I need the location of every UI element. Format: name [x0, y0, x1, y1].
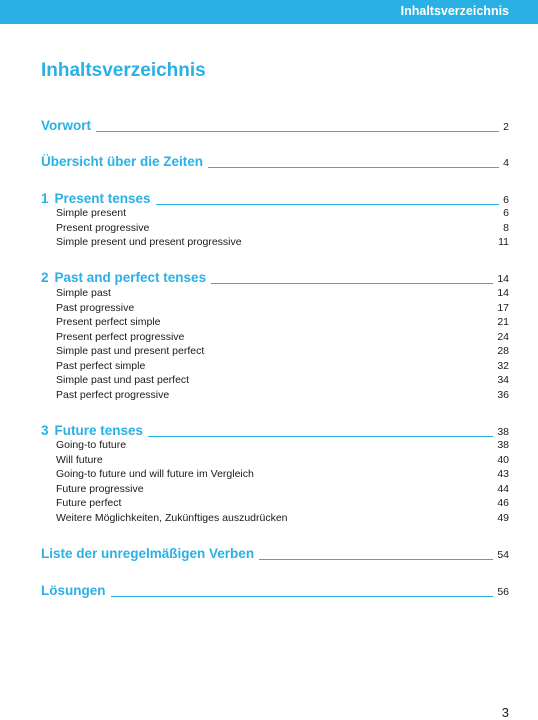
toc-page-number: 38	[497, 439, 509, 451]
toc-section-label: Present tenses	[54, 191, 151, 206]
toc-item[interactable]	[41, 483, 509, 498]
toc-item-label: Will future	[56, 453, 103, 466]
toc-item[interactable]	[41, 389, 509, 404]
toc-page-number: 44	[497, 482, 509, 495]
toc-item[interactable]	[41, 316, 509, 331]
toc-page-number: 11	[498, 236, 509, 248]
toc-page-number: 14	[497, 273, 509, 285]
toc-item-label: Past progressive	[56, 301, 135, 314]
toc-page-number: 34	[497, 374, 509, 386]
section-number: 2	[41, 270, 49, 285]
toc-page-number: 14	[497, 287, 509, 299]
toc-item[interactable]	[41, 207, 509, 222]
toc-section-past-and-perfect-tenses[interactable]	[41, 270, 509, 288]
toc-page-number: 32	[497, 359, 509, 372]
dotted-leader	[208, 166, 499, 168]
toc-page-number: 6	[503, 207, 509, 219]
page-title: Inhaltsverzeichnis	[41, 60, 206, 81]
toc-item[interactable]	[41, 360, 509, 375]
dotted-leader	[211, 282, 493, 284]
toc-item[interactable]	[41, 512, 509, 527]
toc-page-number: 43	[497, 468, 509, 480]
toc-page-number: 38	[497, 426, 509, 438]
toc-item-label: Going-to future und will future im Vergleich	[56, 468, 254, 480]
page-number: 3	[501, 705, 509, 720]
toc-page-number: 6	[503, 194, 509, 206]
toc-item[interactable]	[41, 345, 509, 360]
toc-item[interactable]	[41, 468, 509, 483]
dotted-leader	[148, 435, 493, 437]
toc-item[interactable]	[41, 222, 509, 237]
toc-item-label: Going-to future	[56, 439, 127, 451]
toc-item-label: Future perfect	[56, 497, 122, 509]
toc-item-label: Simple present	[56, 207, 127, 219]
toc-item-label: Future progressive	[56, 482, 144, 495]
toc-entry-vorwort[interactable]	[41, 118, 509, 136]
dotted-leader	[96, 130, 499, 132]
toc-item-label: Past perfect progressive	[56, 388, 170, 401]
toc-page-number: 17	[497, 301, 509, 314]
toc-page-number: 4	[503, 157, 509, 169]
toc-entry-label: Liste der unregelmäßigen Verben	[41, 546, 255, 561]
toc-entry-verben[interactable]	[41, 546, 509, 564]
toc-item[interactable]	[41, 287, 509, 302]
dotted-leader	[259, 558, 493, 560]
toc-page-number: 36	[497, 388, 509, 401]
toc-entry-label: Lösungen	[41, 583, 106, 598]
toc-item-label: Weitere Möglichkeiten, Zukünftiges auszudrücken	[56, 511, 288, 524]
header-bar	[0, 0, 538, 24]
toc-item[interactable]	[41, 439, 509, 454]
toc-page-number: 2	[503, 121, 509, 133]
toc-page-number: 24	[497, 330, 509, 343]
toc-page-number: 56	[497, 586, 509, 598]
toc-entry-uebersicht[interactable]	[41, 154, 509, 172]
toc-section-label: Past and perfect tenses	[54, 270, 207, 285]
toc-item[interactable]	[41, 454, 509, 469]
toc-item[interactable]	[41, 302, 509, 317]
toc-page-number: 46	[497, 497, 509, 509]
toc-item-label: Present perfect progressive	[56, 330, 185, 343]
toc-entry-loesungen[interactable]	[41, 583, 509, 601]
toc-item-label: Simple past und present perfect	[56, 345, 205, 357]
toc-item-label: Simple present und present progressive	[56, 236, 242, 248]
toc-item-label: Present perfect simple	[56, 316, 161, 328]
toc-item[interactable]	[41, 331, 509, 346]
toc-item[interactable]	[41, 374, 509, 389]
toc-item-label: Simple past und past perfect	[56, 374, 190, 386]
toc-item[interactable]	[41, 497, 509, 512]
toc-page-number: 21	[497, 316, 509, 328]
header-label: Inhaltsverzeichnis	[400, 4, 509, 18]
toc-item-label: Present progressive	[56, 221, 150, 234]
toc-page-number: 40	[497, 453, 509, 466]
toc-page-number: 54	[497, 549, 509, 561]
toc-item-label: Simple past	[56, 287, 111, 299]
toc-section-label: Future tenses	[54, 423, 144, 438]
section-number: 1	[41, 191, 49, 206]
toc-page-number: 8	[503, 221, 509, 234]
toc-page-number: 49	[497, 511, 509, 524]
toc-item[interactable]	[41, 236, 509, 251]
toc-entry-label: Übersicht über die Zeiten	[41, 154, 204, 169]
toc-item-label: Past perfect simple	[56, 359, 146, 372]
dotted-leader	[111, 595, 494, 597]
toc-page-number: 28	[497, 345, 509, 357]
dotted-leader	[156, 203, 500, 205]
toc-entry-label: Vorwort	[41, 118, 91, 133]
section-number: 3	[41, 423, 49, 438]
